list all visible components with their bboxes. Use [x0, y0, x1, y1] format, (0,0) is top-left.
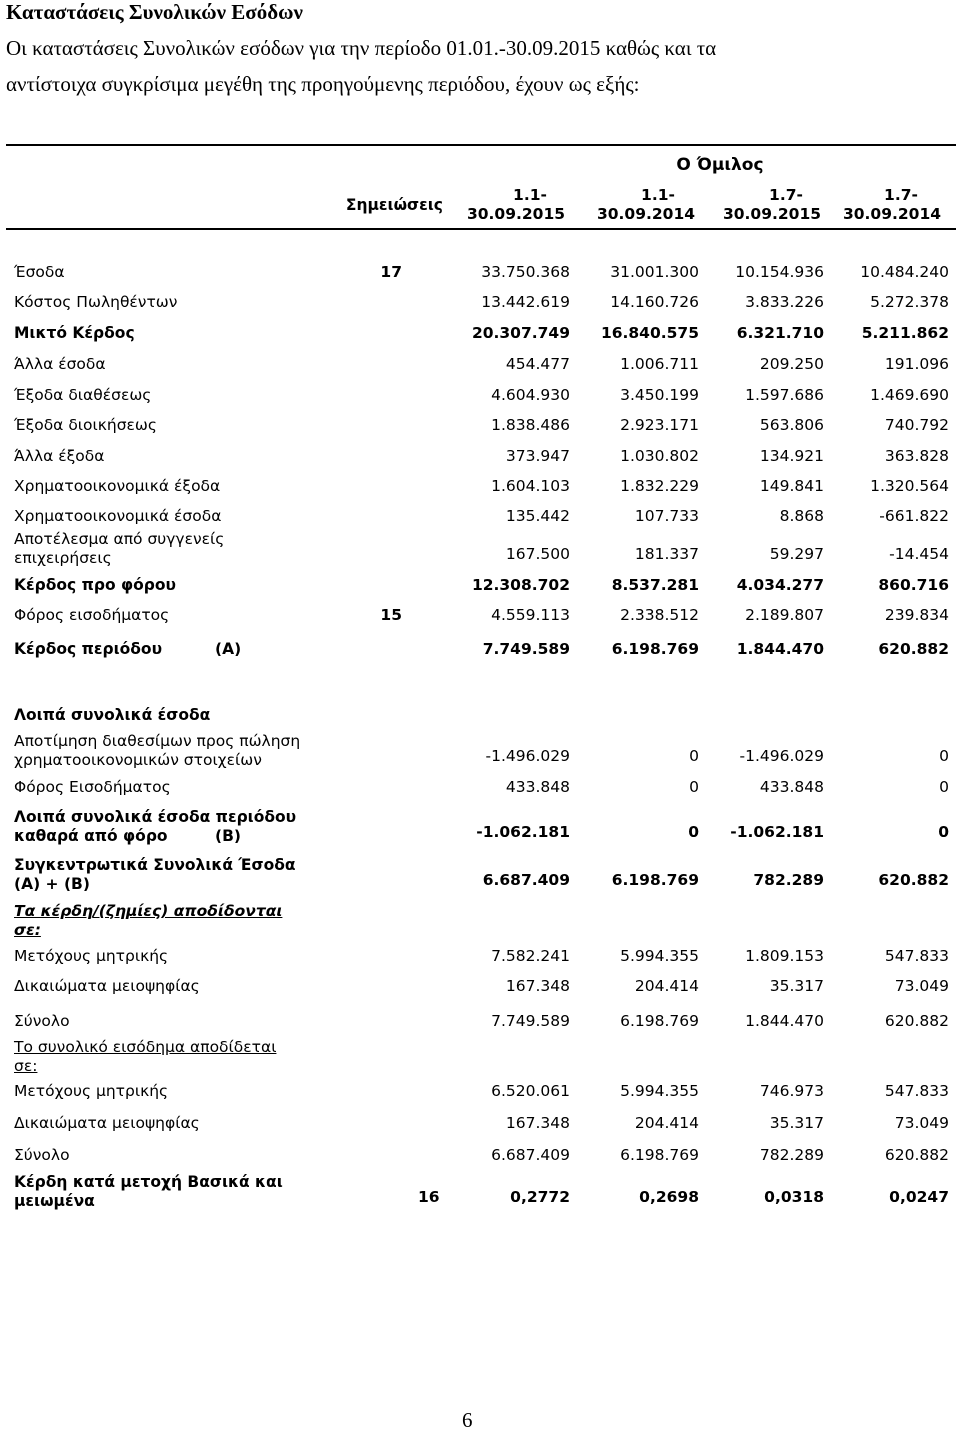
row-value-col-4: 5.272.378 [870, 293, 949, 311]
row-value-col-4: 73.049 [894, 977, 949, 995]
row-value-col-3: 563.806 [759, 416, 824, 434]
row-label: Μικτό Κέρδος [14, 324, 135, 342]
row-value-col-3: 35.317 [769, 977, 824, 995]
row-value-col-1: 1.604.103 [491, 477, 570, 495]
row-value-col-3: -1.496.029 [739, 747, 824, 765]
row-value-col-4: 547.833 [884, 947, 949, 965]
row-label-line-2: χρηματοοικονομικών στοιχείων [14, 751, 262, 769]
row-value-col-4: 0,0247 [889, 1188, 949, 1206]
row-value-col-3: 0,0318 [764, 1188, 824, 1206]
row-value-col-4: -661.822 [879, 507, 949, 525]
row-label-line-2: (Α) + (Β) [14, 875, 90, 893]
row-value-col-2: 0 [689, 747, 699, 765]
row-label: Μετόχους μητρικής [14, 947, 169, 965]
row-value-col-4: 5.211.862 [861, 324, 949, 342]
row-value-col-4: 363.828 [884, 447, 949, 465]
row-label-line-2: σε: [14, 921, 41, 939]
row-value-col-4: 547.833 [884, 1082, 949, 1100]
row-value-col-1: 1.838.486 [491, 416, 570, 434]
row-value-col-1: 6.687.409 [491, 1146, 570, 1164]
row-value-col-1: 33.750.368 [481, 263, 570, 281]
row-value-col-2: 6.198.769 [620, 1012, 699, 1030]
row-value-col-4: 860.716 [878, 576, 949, 594]
row-value-col-1: 20.307.749 [471, 324, 570, 342]
row-label: Άλλα έξοδα [14, 447, 105, 465]
row-value-col-1: 454.477 [505, 355, 570, 373]
row-suffix: (Α) [215, 640, 242, 658]
row-label: Χρηματοοικονομικά έξοδα [14, 477, 221, 495]
row-value-col-2: 6.198.769 [611, 871, 699, 889]
row-value-col-3: 1.844.470 [736, 640, 824, 658]
row-value-col-4: 620.882 [878, 640, 949, 658]
row-value-col-2: 5.994.355 [620, 947, 699, 965]
row-label: Τα κέρδη/(ζημίες) αποδίδονται [14, 902, 283, 920]
row-value-col-4: 0 [938, 823, 949, 841]
row-label: Έξοδα διοικήσεως [14, 416, 158, 434]
row-value-col-2: 1.030.802 [620, 447, 699, 465]
row-value-col-1: 4.559.113 [491, 606, 570, 624]
row-value-col-2: 5.994.355 [620, 1082, 699, 1100]
row-label: Μετόχους μητρικής [14, 1082, 169, 1100]
row-value-col-2: 6.198.769 [620, 1146, 699, 1164]
row-label-line-2: επιχειρήσεις [14, 549, 112, 567]
row-value-col-3: 1.597.686 [745, 386, 824, 404]
row-value-col-4: 239.834 [884, 606, 949, 624]
row-label: Φόρος εισοδήματος [14, 606, 170, 624]
row-label: Αποτίμηση διαθεσίμων προς πώληση [14, 732, 301, 750]
row-value-col-1: 373.947 [505, 447, 570, 465]
intro-text-line-1: Οι καταστάσεις Συνολικών εσόδων για την περίοδο 01.01.-30.09.2015 καθώς και τα [6, 36, 717, 60]
row-label: Λοιπά συνολικά έσοδα περιόδου [14, 808, 297, 826]
row-value-col-4: 0 [939, 778, 949, 796]
row-value-col-1: 7.749.589 [482, 640, 570, 658]
row-value-col-2: 0,2698 [639, 1188, 699, 1206]
table-top-rule [6, 144, 956, 146]
row-label: Κόστος Πωληθέντων [14, 293, 178, 311]
intro-text-line-2: αντίστοιχα συγκρίσιμα μεγέθη της προηγούμενης περιόδου, έχουν ως εξής: [6, 72, 640, 96]
row-value-col-1: 167.348 [505, 1114, 570, 1132]
row-value-col-2: 2.338.512 [620, 606, 699, 624]
row-value-col-3: 59.297 [769, 545, 824, 563]
row-value-col-2: 107.733 [634, 507, 699, 525]
row-value-col-2: 8.537.281 [611, 576, 699, 594]
row-label: Το συνολικό εισόδημα αποδίδεται [14, 1038, 277, 1056]
row-value-col-3: 3.833.226 [745, 293, 824, 311]
row-value-col-1: 7.582.241 [491, 947, 570, 965]
row-label: Δικαιώματα μειοψηφίας [14, 977, 200, 995]
row-value-col-1: 167.500 [505, 545, 570, 563]
row-value-col-1: -1.496.029 [485, 747, 570, 765]
row-value-col-2: 31.001.300 [610, 263, 699, 281]
row-label-line-2: μειωμένα [14, 1192, 95, 1210]
row-label: Λοιπά συνολικά έσοδα [14, 706, 211, 724]
row-label-line-2: σε: [14, 1057, 38, 1075]
row-suffix: (Β) [215, 827, 241, 845]
row-label: Κέρδος προ φόρου [14, 576, 177, 594]
row-value-col-1: 6.687.409 [482, 871, 570, 889]
row-value-col-4: -14.454 [889, 545, 949, 563]
row-label: Κέρδη κατά μετοχή Βασικά και [14, 1173, 283, 1191]
row-value-col-1: -1.062.181 [476, 823, 570, 841]
row-value-col-3: 8.868 [779, 507, 824, 525]
row-value-col-2: 204.414 [634, 977, 699, 995]
row-note: 15 [380, 606, 402, 624]
row-value-col-4: 740.792 [884, 416, 949, 434]
row-value-col-3: 35.317 [769, 1114, 824, 1132]
row-value-col-1: 12.308.702 [471, 576, 570, 594]
row-value-col-2: 204.414 [634, 1114, 699, 1132]
row-label: Σύνολο [14, 1146, 70, 1164]
row-label: Άλλα έσοδα [14, 355, 106, 373]
row-value-col-2: 0 [689, 778, 699, 796]
row-value-col-2: 181.337 [634, 545, 699, 563]
row-value-col-3: 10.154.936 [735, 263, 824, 281]
row-value-col-1: 13.442.619 [481, 293, 570, 311]
row-value-col-3: 6.321.710 [736, 324, 824, 342]
row-value-col-4: 1.469.690 [870, 386, 949, 404]
row-value-col-4: 620.882 [884, 1146, 949, 1164]
row-value-col-2: 14.160.726 [610, 293, 699, 311]
row-value-col-2: 1.832.229 [620, 477, 699, 495]
row-value-col-3: 149.841 [759, 477, 824, 495]
row-value-col-4: 10.484.240 [860, 263, 949, 281]
table-header-rule [6, 228, 956, 230]
page-number: 6 [462, 1408, 473, 1432]
row-value-col-3: -1.062.181 [730, 823, 824, 841]
row-label-line-2: καθαρά από φόρο [14, 827, 168, 845]
row-value-col-3: 433.848 [759, 778, 824, 796]
page-title: Καταστάσεις Συνολικών Εσόδων [6, 0, 303, 24]
row-value-col-3: 4.034.277 [736, 576, 824, 594]
row-value-col-2: 16.840.575 [600, 324, 699, 342]
row-value-col-3: 746.973 [759, 1082, 824, 1100]
row-value-col-1: 4.604.930 [491, 386, 570, 404]
row-value-col-3: 134.921 [759, 447, 824, 465]
row-value-col-3: 1.809.153 [745, 947, 824, 965]
row-note: 16 [418, 1188, 440, 1206]
row-value-col-1: 167.348 [505, 977, 570, 995]
row-value-col-2: 2.923.171 [620, 416, 699, 434]
row-value-col-2: 1.006.711 [620, 355, 699, 373]
row-value-col-3: 209.250 [759, 355, 824, 373]
row-label: Φόρος Εισοδήματος [14, 778, 171, 796]
row-label: Χρηματοοικονομικά έσοδα [14, 507, 222, 525]
notes-header: Σημειώσεις [345, 196, 443, 214]
row-value-col-1: 6.520.061 [491, 1082, 570, 1100]
row-value-col-1: 433.848 [505, 778, 570, 796]
row-label: Δικαιώματα μειοψηφίας [14, 1114, 200, 1132]
row-label: Έσοδα [14, 263, 65, 281]
row-label: Σύνολο [14, 1012, 70, 1030]
row-label: Αποτέλεσμα από συγγενείς [14, 530, 225, 548]
row-value-col-2: 0 [688, 823, 699, 841]
group-header: Ο Όμιλος [676, 155, 764, 175]
row-value-col-3: 1.844.470 [745, 1012, 824, 1030]
row-value-col-1: 135.442 [505, 507, 570, 525]
row-value-col-3: 782.289 [753, 871, 824, 889]
row-label: Συγκεντρωτικά Συνολικά Έσοδα [14, 856, 296, 874]
row-value-col-3: 2.189.807 [745, 606, 824, 624]
row-value-col-2: 3.450.199 [620, 386, 699, 404]
row-note: 17 [380, 263, 402, 281]
row-value-col-3: 782.289 [759, 1146, 824, 1164]
row-value-col-4: 73.049 [894, 1114, 949, 1132]
row-value-col-4: 0 [939, 747, 949, 765]
row-value-col-4: 620.882 [878, 871, 949, 889]
row-label: Έξοδα διαθέσεως [14, 386, 152, 404]
row-label: Κέρδος περιόδου [14, 640, 163, 658]
row-value-col-4: 620.882 [884, 1012, 949, 1030]
row-value-col-2: 6.198.769 [611, 640, 699, 658]
row-value-col-1: 7.749.589 [491, 1012, 570, 1030]
row-value-col-4: 191.096 [884, 355, 949, 373]
row-value-col-1: 0,2772 [510, 1188, 570, 1206]
row-value-col-4: 1.320.564 [870, 477, 949, 495]
